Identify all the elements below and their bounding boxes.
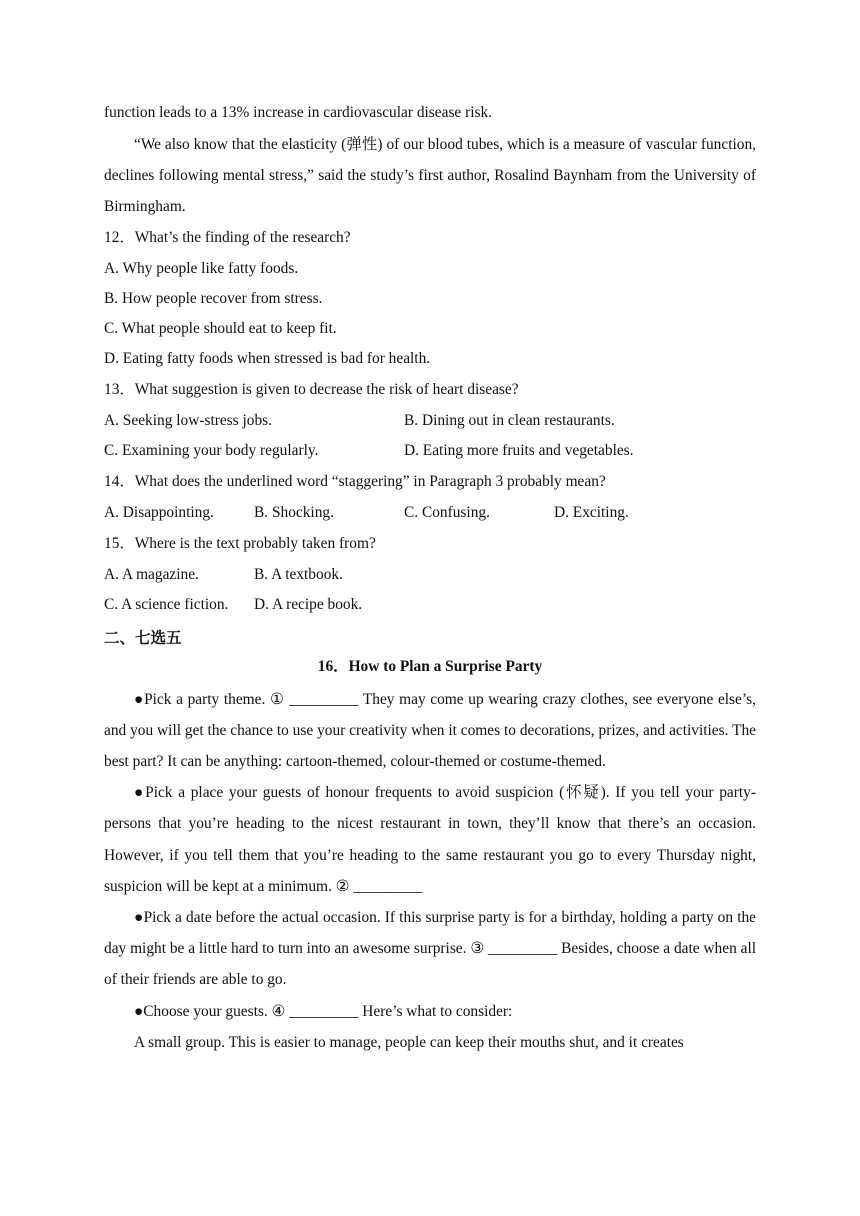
passage-paragraph-3: ●Pick a date before the actual occasion. If this surprise party is for a birthday, holding a party on the day might be a little hard to turn into an awesome surprise. ③ _________ Besides, choose a date when all of their friends are able to go. [104, 909, 756, 989]
question-14-option-b: B. Shocking. [254, 503, 334, 521]
question-13-option-d: D. Eating more fruits and vegetables. [404, 442, 634, 459]
question-12-option-b: B. How people recover from stress. [104, 290, 323, 308]
question-15-option-d: D. A recipe book. [254, 595, 363, 613]
passage-paragraph: “We also know that the elasticity (弹性) of our blood tubes, which is a measure of vascular function, declines following mental stress,” said the study’s first author, Rosalind Baynham from the University of Birmingham. [104, 135, 756, 216]
passage-paragraph-4: ●Choose your guests. ④ _________ Here’s what to consider: [134, 1002, 513, 1020]
question-15-options-row-2 [104, 590, 756, 620]
question-13-option-b: B. Dining out in clean restaurants. [404, 412, 615, 429]
question-15-option-a: A. A magazine. [104, 565, 199, 583]
question-12-option-c: C. What people should eat to keep fit. [104, 320, 337, 338]
question-14-option-a: A. Disappointing. [104, 503, 214, 521]
question-15-option-c: C. A science fiction. [104, 595, 229, 613]
question-12-option-d: D. Eating fatty foods when stressed is bad for health. [104, 350, 431, 368]
question-13-option-a: A. Seeking low-stress jobs. [104, 412, 273, 429]
question-15-options-row-1 [104, 560, 756, 590]
question-13-option-c: C. Examining your body regularly. [104, 442, 319, 459]
passage-text-line: function leads to a 13% increase in cardiovascular disease risk. [104, 104, 493, 121]
question-13-options-row-1 [104, 406, 756, 436]
question-14-options-row [104, 498, 756, 528]
passage-paragraph-1: ●Pick a party theme. ① _________ They may come up wearing crazy clothes, see everyone else’s, and you will get the chance to use your creativity when it comes to decorations, prizes, and activities. The best part? It can be anything: cartoon-themed, colour-themed or costume-themed. [104, 690, 756, 770]
passage-paragraph-2: ●Pick a place your guests of honour frequents to avoid suspicion (怀疑). If you tell your party-persons that you’re heading to the nicest restaurant in town, they’ll know that there’s an occasion. However, if you tell them that you’re heading to the same restaurant you go to every Thursday night, suspicion will be kept at a minimum. ② _________ [104, 784, 756, 895]
question-15-option-b: B. A textbook. [254, 565, 343, 583]
question-14-option-d: D. Exciting. [554, 503, 629, 521]
section-heading: 二、七选五 [104, 628, 182, 647]
question-14-option-c: C. Confusing. [404, 503, 490, 521]
question-14-stem: 14．What does the underlined word “staggering” in Paragraph 3 probably mean? [104, 473, 606, 490]
question-15-stem: 15．Where is the text probably taken from? [104, 534, 376, 552]
question-12-stem: 12．What’s the finding of the research? [104, 229, 351, 247]
passage-title: 16．How to Plan a Surprise Party [317, 657, 543, 675]
question-13-stem: 13．What suggestion is given to decrease the risk of heart disease? [104, 381, 519, 399]
question-12-option-a: A. Why people like fatty foods. [104, 260, 299, 278]
question-13-options-row-2 [104, 436, 756, 466]
document-page [104, 98, 756, 1058]
passage-paragraph-5: A small group. This is easier to manage, people can keep their mouths shut, and it creates [134, 1033, 684, 1051]
